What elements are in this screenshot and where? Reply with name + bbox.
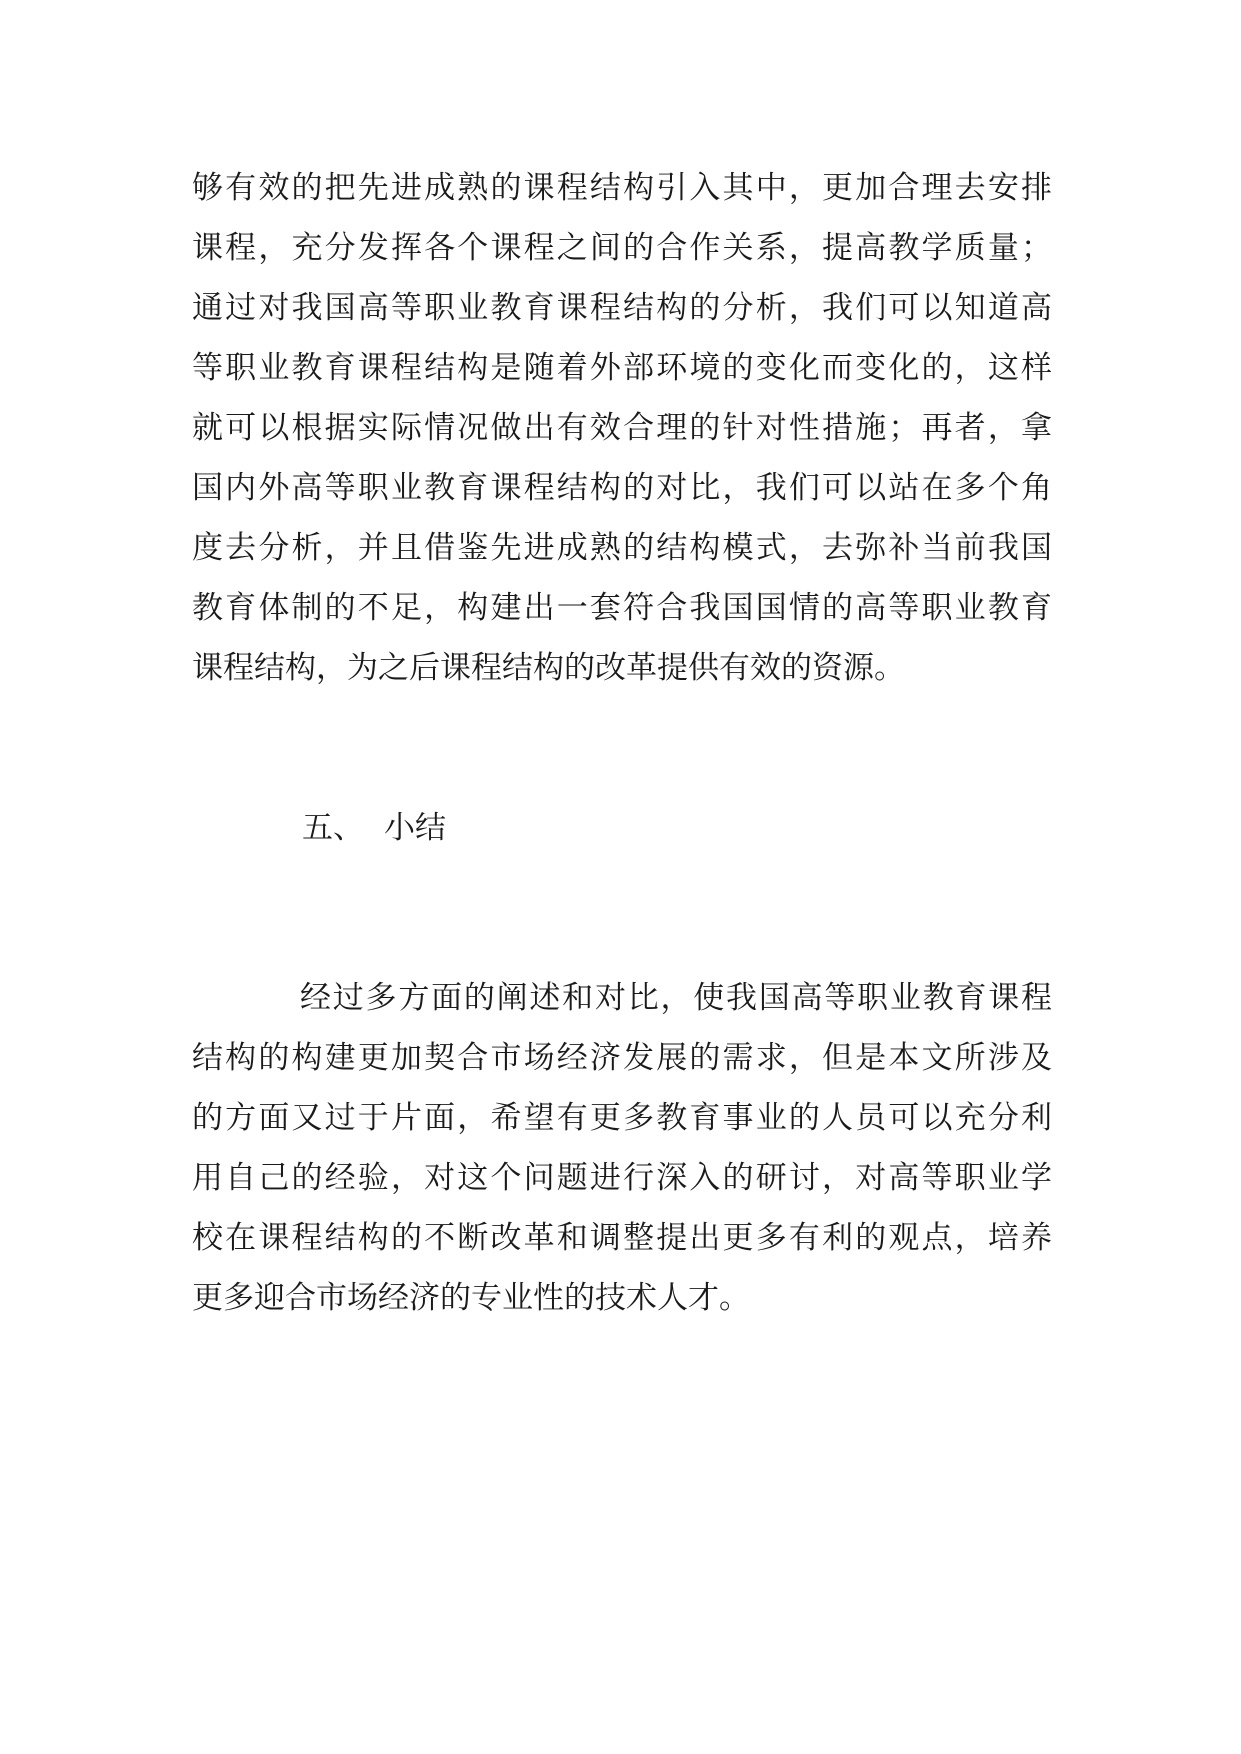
paragraph-line: 课程结构，为之后课程结构的改革提供有效的资源。 <box>192 650 905 686</box>
paragraph-line: 通过对我国高等职业教育课程结构的分析，我们可以知道高 <box>192 290 1052 326</box>
paragraph-line: 用自己的经验，对这个问题进行深入的研讨，对高等职业学 <box>192 1160 1052 1196</box>
paragraph-line: 的方面又过于片面，希望有更多教育事业的人员可以充分利 <box>192 1100 1052 1136</box>
paragraph-line: 经过多方面的阐述和对比，使我国高等职业教育课程 <box>300 980 1052 1016</box>
paragraph-line: 等职业教育课程结构是随着外部环境的变化而变化的，这样 <box>192 350 1052 386</box>
paragraph-line: 教育体制的不足，构建出一套符合我国国情的高等职业教育 <box>192 590 1052 626</box>
paragraph-line: 国内外高等职业教育课程结构的对比，我们可以站在多个角 <box>192 470 1052 506</box>
paragraph-line: 更多迎合市场经济的专业性的技术人才。 <box>192 1280 750 1316</box>
paragraph-line: 够有效的把先进成熟的课程结构引入其中，更加合理去安排 <box>192 170 1052 206</box>
section-number: 五、 <box>302 810 364 846</box>
section-heading <box>302 808 446 848</box>
paragraph-line: 度去分析，并且借鉴先进成熟的结构模式，去弥补当前我国 <box>192 530 1052 566</box>
section-title: 小结 <box>384 810 446 846</box>
paragraph-line: 课程，充分发挥各个课程之间的合作关系，提高教学质量； <box>192 230 1052 266</box>
paragraph-line: 结构的构建更加契合市场经济发展的需求，但是本文所涉及 <box>192 1040 1052 1076</box>
paragraph-line: 校在课程结构的不断改革和调整提出更多有利的观点，培养 <box>192 1220 1052 1256</box>
paragraph-line: 就可以根据实际情况做出有效合理的针对性措施；再者，拿 <box>192 410 1052 446</box>
